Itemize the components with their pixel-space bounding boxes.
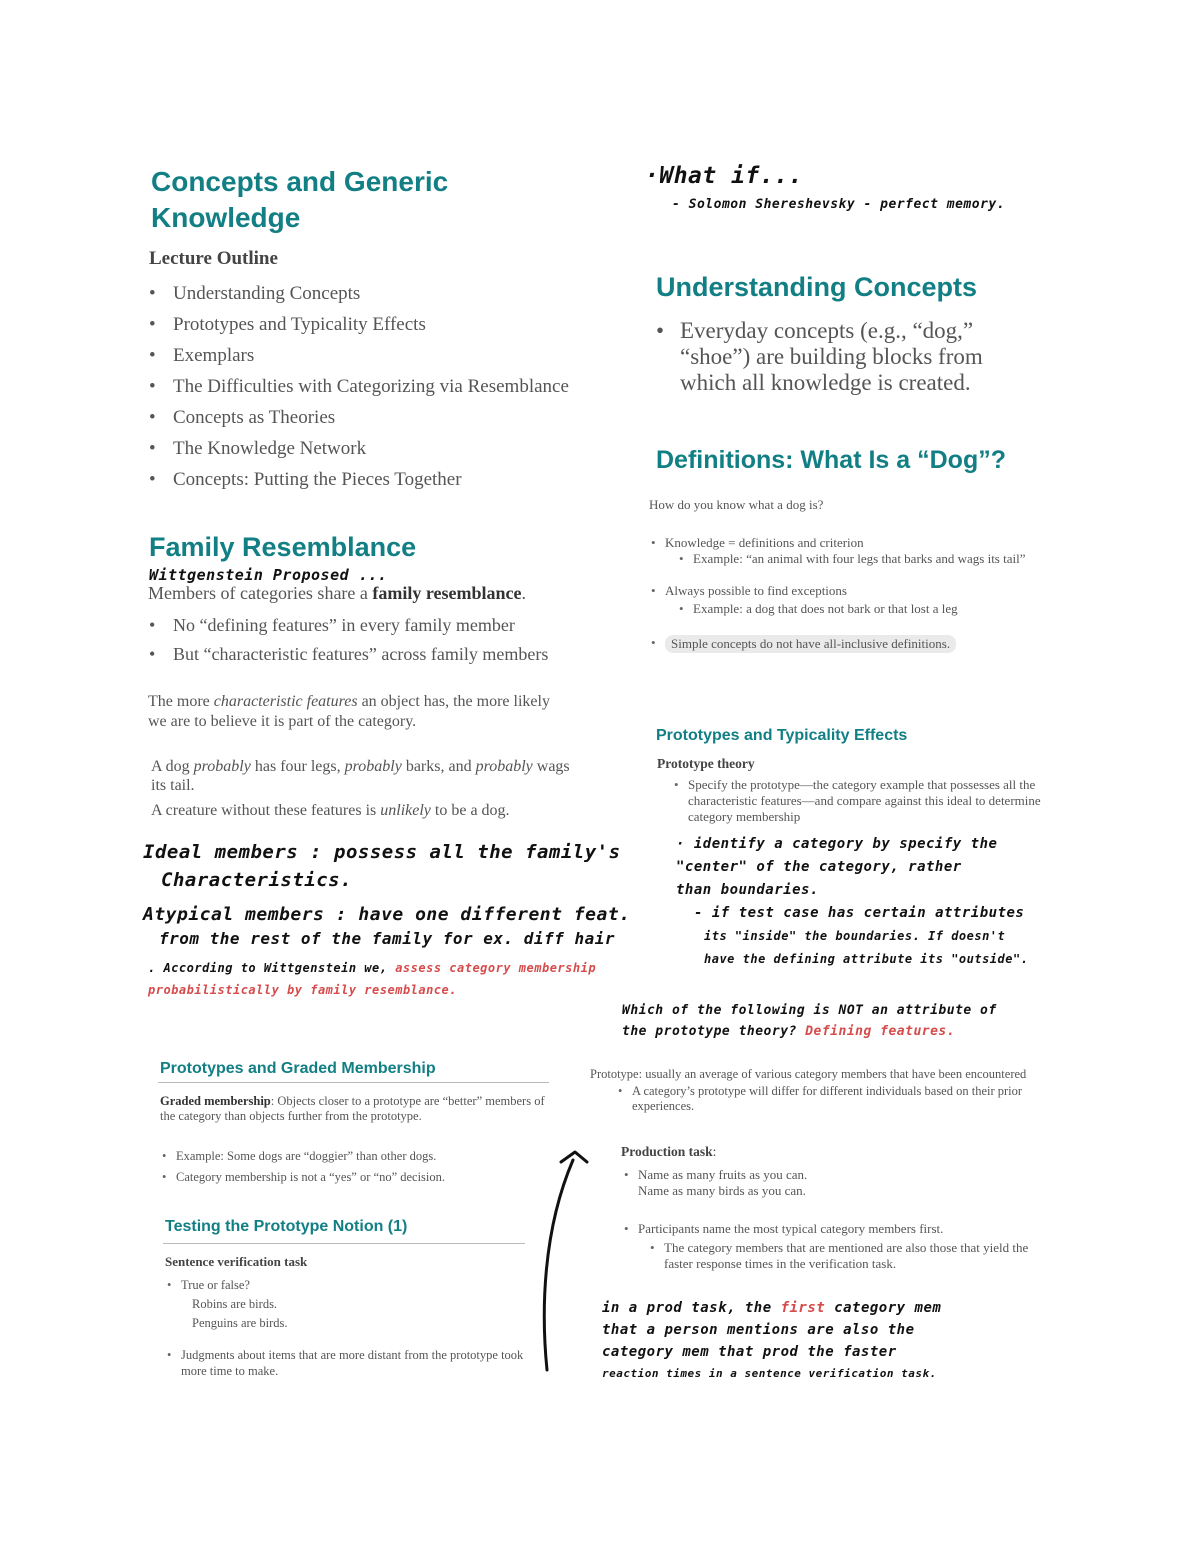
graded-bullets: [160, 1146, 445, 1188]
def-bullet: • Knowledge = definitions and criterion: [649, 535, 1049, 551]
prototype-average-paragraph: [590, 1067, 1055, 1114]
text: :: [712, 1144, 717, 1159]
participants-block: [622, 1221, 1032, 1272]
text: has four legs,: [250, 758, 345, 775]
graded-bullet: • Category membership is not a “yes” or “no” decision.: [160, 1167, 445, 1188]
main-title: [151, 164, 448, 236]
hw-line: from the rest of the family for ex. diff hair: [159, 929, 615, 948]
def-sub-bullet: • Example: a dog that does not bark or that lost a leg: [677, 601, 1049, 617]
prototype-theory-heading: Prototype theory: [657, 756, 755, 771]
participants-bullet: • Participants name the most typical category members first.: [622, 1221, 1032, 1237]
hw-line: Ideal members : possess all the family's: [143, 841, 621, 863]
graded-membership-paragraph: [160, 1094, 555, 1124]
text: Prototype: usually an average of various category members that have been encountered: [590, 1067, 1027, 1081]
prototype-theory-bullets: [672, 777, 1052, 825]
outline-item: • Prototypes and Typicality Effects: [149, 309, 569, 340]
def-bullet: • Always possible to find exceptions: [649, 583, 1049, 599]
text: • Name as many fruits as you can.: [638, 1167, 808, 1182]
text: : Objects closer to a prototype are “better” members of the category than objects further from the prototype.: [160, 1094, 545, 1123]
testing-prototype-title: Testing the Prototype Notion (1): [165, 1218, 408, 1235]
outline-item: • Concepts as Theories: [149, 402, 569, 433]
section-divider: [158, 1082, 549, 1083]
text: an object has, the more likely: [357, 693, 550, 710]
outline-item: • Exemplars: [149, 340, 569, 371]
text-em: probably: [475, 758, 533, 775]
hw-line: - if test case has certain attributes: [694, 905, 1025, 921]
text: barks, and: [401, 758, 476, 775]
text: Penguins are birds.: [192, 1316, 288, 1330]
hw-line: Atypical members : have one different feat.: [143, 904, 631, 925]
handwritten-what-if: ·What if...: [645, 163, 803, 189]
family-bullet: • No “defining features” in every family member: [149, 611, 548, 640]
hw-line: . According to Wittgenstein we,: [148, 961, 388, 975]
family-intro-pre: Members of categories share a: [148, 583, 373, 603]
prototype-theory-bullet: • Specify the prototype—the category example that possesses all the characteristic features—and compare against this ideal to determine category membership: [672, 777, 1052, 825]
hw-red-line: assess category membership: [395, 961, 597, 975]
definitions-question: How do you know what a dog is?: [649, 497, 824, 512]
family-intro-bold: family resemblance: [372, 583, 522, 603]
text-em: probably: [193, 758, 251, 775]
text: we are to believe it is part of the category.: [148, 713, 417, 730]
hw-line: that a person mentions are also the: [602, 1322, 915, 1338]
handwritten-arrow: [535, 1140, 605, 1380]
outline-item: • The Knowledge Network: [149, 433, 569, 464]
def-sub-bullet: • Example: “an animal with four legs that barks and wags its tail”: [677, 551, 1049, 567]
hw-line: · identify a category by specify the: [676, 836, 998, 852]
def-bullet-highlighted: [649, 635, 1049, 653]
handwritten-wittgenstein-proposed: Wittgenstein Proposed ...: [149, 566, 388, 584]
text-bold: Graded membership: [160, 1094, 271, 1108]
production-task-heading: [621, 1144, 716, 1160]
svt-bullets: [165, 1276, 525, 1379]
text: wags: [532, 758, 570, 775]
section-divider: [163, 1243, 525, 1244]
understanding-concepts-title: Understanding Concepts: [656, 272, 978, 302]
main-title-line-1: Concepts and Generic: [151, 166, 449, 197]
text: its tail.: [151, 777, 195, 794]
text: The more: [148, 693, 214, 710]
hw-line: category mem: [825, 1300, 942, 1316]
handwritten-solomon: - Solomon Shereshevsky - perfect memory.: [672, 197, 1006, 212]
handwritten-ideal-members: [143, 838, 621, 894]
main-title-line-2: Knowledge: [151, 202, 301, 233]
family-resemblance-title: Family Resemblance: [149, 532, 417, 562]
definitions-list: [649, 535, 1049, 653]
text: A creature without these features is: [151, 802, 381, 819]
family-intro-post: .: [521, 583, 527, 603]
text: A dog: [151, 758, 194, 775]
hw-line: the prototype theory?: [622, 1024, 797, 1039]
hw-line: "center" of the category, rather: [676, 859, 962, 875]
hw-line: in a prod task, the: [602, 1300, 781, 1316]
text: • True or false?: [181, 1278, 250, 1292]
graded-membership-title: Prototypes and Graded Membership: [160, 1060, 436, 1077]
handwritten-atypical-members: [143, 903, 631, 951]
handwritten-wittgenstein-note: [148, 957, 596, 1001]
family-bullets: [149, 611, 548, 669]
hw-red-word: first: [780, 1300, 826, 1316]
text-bold: Production task: [621, 1144, 713, 1159]
definitions-title: Definitions: What Is a “Dog”?: [656, 446, 1006, 474]
characteristic-features-paragraph: [148, 692, 550, 732]
prototypes-typicality-title: Prototypes and Typicality Effects: [656, 727, 908, 744]
text: to be a dog.: [430, 802, 510, 819]
outline-heading: Lecture Outline: [149, 248, 278, 269]
participants-sub-bullet: • The category members that are mentioned are also those that yield the faster response times in the verification task.: [648, 1240, 1032, 1272]
outline-item: • Concepts: Putting the Pieces Together: [149, 464, 569, 495]
family-intro: [148, 583, 526, 604]
text: Robins are birds.: [192, 1297, 278, 1311]
hw-line: reaction times in a sentence verification task.: [602, 1367, 937, 1380]
sentence-verification-heading: Sentence verification task: [165, 1254, 308, 1269]
family-bullet: • But “characteristic features” across family members: [149, 640, 548, 669]
understanding-bullets: [656, 318, 1026, 396]
text-em: probably: [344, 758, 402, 775]
hw-line: its "inside" the boundaries. If doesn't: [704, 929, 1006, 943]
hw-red-line: probabilistically by family resemblance.: [148, 983, 457, 997]
highlighted-text: Simple concepts do not have all-inclusive definitions.: [665, 635, 956, 653]
handwritten-which-question: [622, 1000, 997, 1042]
hw-line: Which of the following is NOT an attribute of: [622, 1003, 997, 1018]
outline-list: [149, 278, 569, 495]
hw-red-answer: Defining features.: [805, 1024, 956, 1039]
handwritten-identify-category: [676, 833, 1028, 971]
handwritten-production-note: [602, 1297, 941, 1385]
text-em: unlikely: [380, 802, 431, 819]
hw-line: have the defining attribute its "outside".: [704, 952, 1029, 966]
prototype-average-bullet: • A category’s prototype will differ for different individuals based on their prior experiences.: [616, 1084, 1055, 1114]
text: Name as many birds as you can.: [638, 1183, 806, 1198]
graded-bullet: • Example: Some dogs are “doggier” than other dogs.: [160, 1146, 445, 1167]
hw-line: category mem that prod the faster: [602, 1344, 897, 1360]
outline-item: • Understanding Concepts: [149, 278, 569, 309]
production-bullet: [622, 1167, 807, 1199]
hw-line: Characteristics.: [161, 869, 353, 891]
understanding-bullet: • Everyday concepts (e.g., “dog,” “shoe”) are building blocks from which all knowledge is created.: [656, 318, 1026, 396]
outline-item: • The Difficulties with Categorizing via Resemblance: [149, 371, 569, 402]
dog-paragraph: [151, 757, 570, 820]
svt-bullet: [165, 1276, 525, 1333]
text-em: characteristic features: [213, 693, 358, 710]
production-bullets: [622, 1167, 807, 1199]
svt-bullet: • Judgments about items that are more distant from the prototype took more time to make.: [165, 1347, 525, 1379]
hw-line: than boundaries.: [676, 882, 819, 898]
